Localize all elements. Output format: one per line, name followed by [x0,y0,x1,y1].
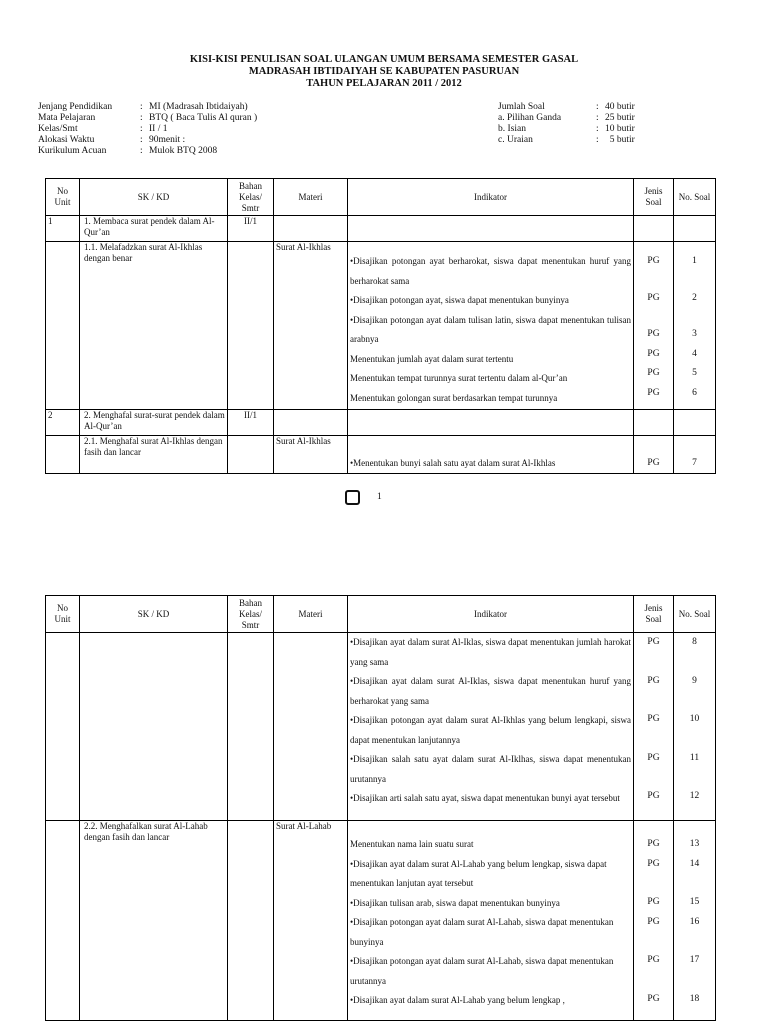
cell-jenis: PG PG PG PG PG PG [634,242,674,410]
col-header-sk-kd: SK / KD [80,596,228,633]
info-row-mapel: Mata Pelajaran : BTQ ( Baca Tulis Al quran ) [38,113,258,123]
col-header-indikator: Indikator [348,179,634,216]
col-header-no: No Unit [46,179,80,216]
col-header-jenis: Jenis Soal [634,596,674,633]
indikator-item: • Disajikan potongan ayat, siswa dapat menentukan bunyinya [350,291,631,311]
cell-no-soal: 7 [674,436,716,474]
table-row [46,436,716,474]
info-row-jenjang: Jenjang Pendidikan : MI (Madrasah Ibtidaiyah) [38,102,248,112]
indikator-item: Menentukan tempat turunnya surat tertentu dalam al-Qur’an [350,373,568,383]
cell-sk: 1. Membaca surat pendek dalam Al-Qur’an [80,216,228,242]
cell-sk: 2.2. Menghafalkan surat Al-Lahab dengan fasih dan lancar [80,821,228,1021]
cell-sk: 2.1. Menghafal surat Al-Ikhlas dengan fasih dan lancar [80,436,228,474]
info-row-uraian: c. Uraian : 5 butir [498,135,635,145]
info-right [498,102,635,146]
cell-no-soal: 13 14 15 16 17 18 [674,821,716,1021]
cell-indikator [348,242,634,410]
cell-materi: Surat Al-Lahab [274,821,348,1021]
cell-no-soal: 8 9 10 11 12 [674,633,716,821]
cell-no: 2 [46,410,80,436]
col-header-materi: Materi [274,179,348,216]
info-row-kurikulum: Kurikulum Acuan : Mulok BTQ 2008 [38,146,218,156]
cell-indikator [348,436,634,474]
table-row [46,410,716,436]
col-header-bahan: Bahan Kelas/ Smtr [228,596,274,633]
indikator-item: • Menentukan bunyi salah satu ayat dalam surat Al-Ikhlas [350,454,631,474]
indikator-item: • Disajikan potongan ayat dalam surat Al-Lahab, siswa dapat menentukan urutannya [350,952,631,991]
indikator-item: • Disajikan ayat dalam surat Al-Iklas, siswa dapat menentukan jumlah harokat yang sama [350,633,631,672]
indikator-item: • Disajikan ayat dalam surat Al-Lahab yang belum lengkap , [350,991,631,1011]
table-header-row [46,596,716,633]
cell-bahan: II/1 [228,410,274,436]
cell-bahan: II/1 [228,216,274,242]
indikator-item: • Disajikan ayat dalam surat Al-Lahab yang belum lengkap, siswa dapat menentukan lanjutan ayat tersebut [350,855,631,894]
col-header-jenis: Jenis Soal [634,179,674,216]
cell-materi: Surat Al-Ikhlas [274,242,348,410]
col-header-sk-kd: SK / KD [80,179,228,216]
table-row [46,821,716,1021]
cell-jenis: PG PG PG PG PG [634,633,674,821]
table-header-row [46,179,716,216]
table-row [46,216,716,242]
col-header-indikator: Indikator [348,596,634,633]
indikator-item: • Disajikan potongan ayat berharokat, siswa dapat menentukan huruf yang berharokat sama [350,252,631,291]
cell-indikator [348,821,634,1021]
cell-sk: 1.1. Melafadzkan surat Al-Ikhlas dengan benar [80,242,228,410]
indikator-item: Menentukan jumlah ayat dalam surat tertentu [350,353,514,364]
indikator-item: • Disajikan arti salah satu ayat, siswa dapat menentukan bunyi ayat tersebut [350,789,631,809]
cell-materi: Surat Al-Ikhlas [274,436,348,474]
indikator-item: • Disajikan potongan ayat dalam surat Al-Lahab, siswa dapat menentukan bunyinya [350,913,631,952]
page-marker-box [345,490,360,505]
doc-title-line-2: MADRASAH IBTIDAIYAH SE KABUPATEN PASURUAN [248,66,520,77]
kisi-table-page-1 [45,178,716,474]
indikator-item: • Disajikan ayat dalam surat Al-Iklas, siswa dapat menentukan huruf yang berharokat yang sama [350,672,631,711]
cell-jenis: PG PG PG PG PG PG [634,821,674,1021]
cell-no-soal: 1 2 3 4 5 6 [674,242,716,410]
indikator-item: • Disajikan potongan ayat dalam tulisan latin, siswa dapat menentukan tulisan arabnya [350,311,631,350]
info-row-pg: a. Pilihan Ganda : 25 butir [498,113,635,123]
cell-indikator [348,633,634,821]
indikator-item: Menentukan nama lain suatu surat [350,839,474,849]
cell-jenis: PG [634,436,674,474]
table-row [46,242,716,410]
cell-sk: 2. Menghafal surat-surat pendek dalam Al-Qur’an [80,410,228,436]
col-header-bahan: Bahan Kelas/ Smtr [228,179,274,216]
doc-title-line-3: TAHUN PELAJARAN 2011 / 2012 [306,78,462,89]
indikator-item: • Disajikan potongan ayat dalam surat Al-Ikhlas yang belum lengkapi, siswa dapat menentukan lanjutannya [350,711,631,750]
doc-title-line-1: KISI-KISI PENULISAN SOAL ULANGAN UMUM BERSAMA SEMESTER GASAL [189,54,579,65]
indikator-item: Menentukan golongan surat berdasarkan tempat turunnya [350,392,558,403]
col-header-no: No Unit [46,596,80,633]
col-header-materi: Materi [274,596,348,633]
indikator-item: • Disajikan tulisan arab, siswa dapat menentukan bunyinya [350,894,631,914]
info-row-jumlah: Jumlah Soal : 40 butir [498,102,635,112]
col-header-no-soal: No. Soal [674,179,716,216]
col-header-no-soal: No. Soal [674,596,716,633]
info-row-alokasi: Alokasi Waktu : 90menit : [38,135,186,145]
info-row-kelas: Kelas/Smt : II / 1 [38,124,168,134]
indikator-item: • Disajikan salah satu ayat dalam surat Al-Iklhas, siswa dapat menentukan urutannya [350,750,631,789]
table-row [46,633,716,821]
cell-no: 1 [46,216,80,242]
info-row-isian: b. Isian : 10 butir [498,124,635,134]
info-left [38,102,257,157]
page-number: 1 [377,492,382,502]
kisi-table-page-2 [45,595,716,1021]
